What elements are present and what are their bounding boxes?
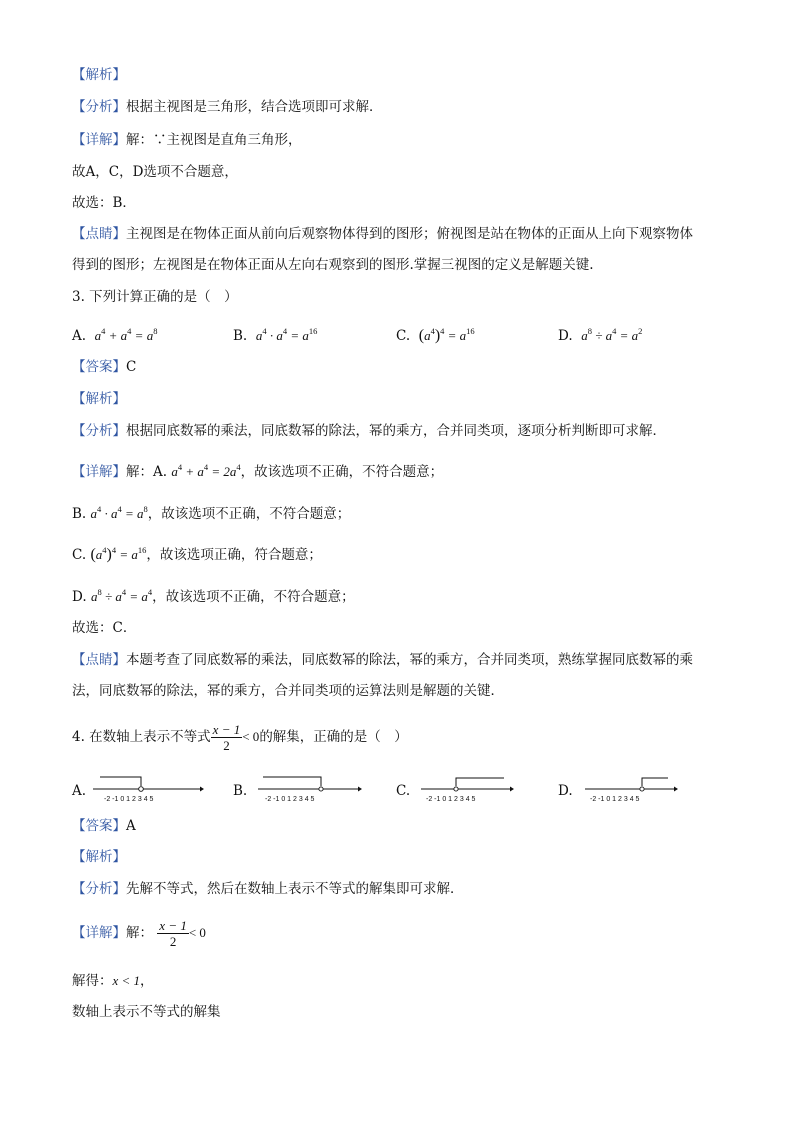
option-label: C. (396, 328, 411, 344)
q3-comment-line-2: 法，同底数幂的除法，幂的乘方，合并同类项的运算法则是解题的关键． (72, 683, 504, 699)
q4-answer-line (72, 817, 136, 835)
q4-stem (72, 720, 408, 754)
q3-detail-b (72, 500, 350, 523)
detail-prefix: 解：A. (126, 464, 172, 480)
detail-b-formula: $a^4 \cdot a^4 = a^8$ (90, 504, 148, 521)
fraction-numerator: x − 1 (159, 918, 187, 933)
option-d-formula: $a^8 \div a^4 = a^2$ (581, 326, 643, 343)
q4-option-a-numberline (90, 772, 205, 806)
q4-option-b-numberline (255, 772, 370, 806)
option-b-formula: $a^4 \cdot a^4 = a^{16}$ (255, 326, 318, 343)
detail-d-formula: $a^8 \div a^4 = a^4$ (90, 587, 153, 604)
q3-detail-a (72, 458, 443, 481)
ticks-label: -2 -1 0 1 2 3 4 5 (426, 796, 476, 803)
comment-tag: 【点睛】 (72, 226, 126, 242)
fraction-numerator: x − 1 (212, 722, 241, 737)
fraction-denominator: 2 (169, 934, 177, 949)
option-a-formula: $a^4 + a^4 = a^8$ (94, 326, 158, 343)
answer-tag: 【答案】 (72, 359, 126, 375)
detail-d-prefix: D. (72, 589, 91, 605)
jiexi-heading: 【解析】 (72, 67, 126, 83)
q4-analysis-line (72, 880, 464, 898)
answer-tag: 【答案】 (72, 818, 126, 834)
detail-a-formula: $a^4 + a^4 = 2a^4$ (171, 462, 241, 479)
analysis-text: 先解不等式，然后在数轴上表示不等式的解集即可求解． (126, 881, 464, 897)
comment-line-1 (72, 225, 693, 243)
q4-stem-post: 的解集，正确的是（ ） (259, 729, 408, 745)
q3-detail-c (72, 541, 322, 564)
q3-option-d (558, 322, 642, 345)
detail-c-formula: $(a^4)^4 = a^{16}$ (90, 545, 147, 563)
q4-stem-pre: 4. 在数轴上表示不等式 (72, 729, 211, 745)
ticks-label: -2 -1 0 1 2 3 4 5 (104, 796, 154, 803)
q3-choice-line: 故选：C． (72, 620, 137, 636)
q4-option-c-numberline (418, 772, 518, 806)
analysis-tag: 【分析】 (72, 423, 126, 439)
detail-a-text: ，故该选项不正确，不符合题意； (240, 464, 444, 480)
q3-answer-line (72, 358, 136, 376)
analysis-line (72, 98, 383, 116)
q3-comment-line-1 (72, 651, 693, 669)
detail-text: 解： (126, 925, 153, 941)
detail-fraction (157, 918, 189, 949)
comment-line-2: 得到的图形；左视图是在物体正面从左向右观察到的图形.掌握三视图的定义是解题关键. (72, 257, 594, 273)
option-label: B. (233, 328, 248, 344)
detail-b-prefix: B. (72, 506, 91, 522)
q3-option-a (72, 322, 157, 345)
ticks-label: -2 -1 0 1 2 3 4 5 (590, 796, 640, 803)
analysis-tag: 【分析】 (72, 99, 126, 115)
q4-option-c-label: C. (396, 783, 411, 799)
q4-option-b-label: B. (233, 783, 248, 799)
comment-text-1: 本题考查了同底数幂的乘法，同底数幂的除法，幂的乘方，合并同类项，熟练掌握同底数幂的乘 (126, 652, 693, 668)
q4-solve-line (72, 972, 154, 990)
answer-value: C (126, 359, 137, 375)
q3-stem: 3. 下列计算正确的是（ ） (72, 289, 238, 305)
detail-text: 解：∵主视图是直角三角形， (126, 132, 302, 148)
q4-jiexi-heading: 【解析】 (72, 849, 126, 865)
comment-text-1: 主视图是在物体正面从前向后观察物体得到的图形；俯视图是站在物体的正面从上向下观察物体 (126, 226, 693, 242)
detail-tag: 【详解】 (72, 132, 126, 148)
detail-lt0: < 0 (188, 925, 206, 940)
analysis-text: 根据主视图是三角形，结合选项即可求解． (126, 99, 383, 115)
detail-d-text: ，故该选项不正确，不符合题意； (152, 589, 355, 605)
q4-option-d-numberline (582, 772, 682, 806)
q4-fraction (211, 722, 243, 753)
solve-tail: ， (140, 973, 154, 989)
detail-c-prefix: C. (72, 547, 91, 563)
q3-option-b (233, 322, 317, 345)
detail-line (72, 131, 302, 149)
fraction-denominator: 2 (223, 738, 230, 753)
option-c-formula: $(a^4)^4 = a^{16}$ (418, 326, 475, 344)
q4-option-d-label: D. (558, 783, 573, 799)
q4-last-line: 数轴上表示不等式的解集 (72, 1004, 221, 1020)
q3-analysis-line (72, 422, 666, 440)
q4-detail-line (72, 916, 206, 950)
answer-value: A (126, 818, 136, 834)
q4-lt0: < 0 (242, 729, 260, 744)
detail-tag: 【详解】 (72, 464, 126, 480)
detail-c-text: ，故该选项正确，符合题意； (146, 547, 322, 563)
comment-tag: 【点睛】 (72, 652, 126, 668)
option-label: A. (72, 328, 87, 344)
detail-tag: 【详解】 (72, 925, 126, 941)
option-label: D. (558, 328, 573, 344)
detail-b-text: ，故该选项不正确，不符合题意； (147, 506, 351, 522)
q4-option-a-label: A. (72, 783, 87, 799)
analysis-tag: 【分析】 (72, 881, 126, 897)
ticks-label: -2 -1 0 1 2 3 4 5 (265, 796, 315, 803)
reason-line: 故A，C，D选项不合题意， (72, 164, 238, 180)
solve-label: 解得： (72, 973, 113, 989)
q3-option-c (396, 322, 475, 345)
choice-line: 故选：B． (72, 195, 136, 211)
q3-jiexi-heading: 【解析】 (72, 391, 126, 407)
q3-detail-d (72, 583, 355, 606)
analysis-text: 根据同底数幂的乘法，同底数幂的除法，幂的乘方，合并同类项，逐项分析判断即可求解． (126, 423, 666, 439)
solve-math: x < 1 (112, 973, 141, 988)
